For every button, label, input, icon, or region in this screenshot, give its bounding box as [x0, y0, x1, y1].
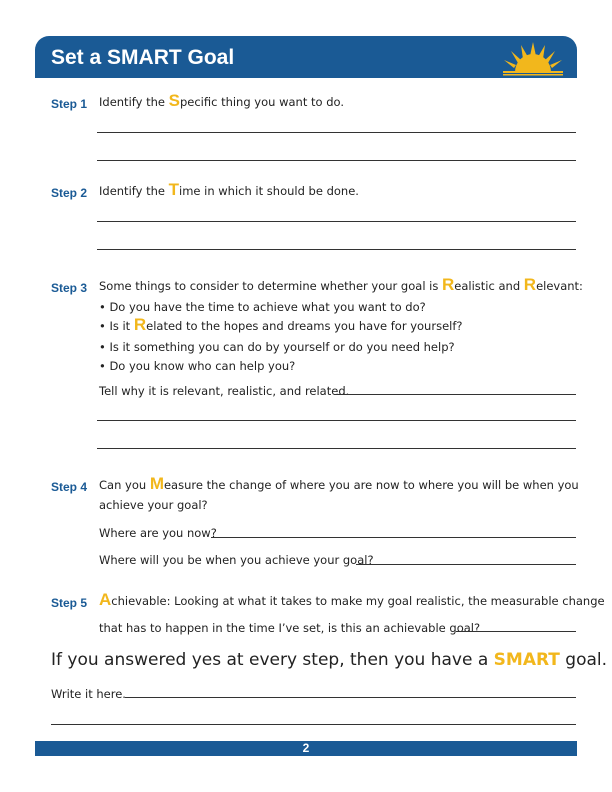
- page-footer: [35, 741, 577, 756]
- answer-line[interactable]: [125, 697, 576, 698]
- step-2-label: Step 2: [51, 186, 88, 200]
- step-3-bullet: • Is it something you can do by yourself or do you need help?: [99, 340, 455, 354]
- step-3-intro: Some things to consider to determine whether your goal is Realistic and Relevant:: [99, 275, 583, 294]
- step-5-label: Step 5: [51, 596, 88, 610]
- answer-line[interactable]: [51, 724, 576, 725]
- sun-logo-icon: [501, 40, 565, 76]
- step-2-text: Identify the Time in which it should be done.: [99, 180, 359, 199]
- page-header: [35, 36, 577, 78]
- step-5-text: Achievable: Looking at what it takes to make my goal realistic, the measurable change: [99, 590, 605, 609]
- page-number: 2: [302, 741, 310, 755]
- answer-line[interactable]: [97, 420, 576, 421]
- step-1-text: Identify the Specific thing you want to do.: [99, 91, 344, 110]
- page-title: Set a SMART Goal: [51, 46, 235, 69]
- answer-line[interactable]: [211, 537, 576, 538]
- step-4-text-line2: achieve your goal?: [99, 498, 208, 512]
- step-3-label: Step 3: [51, 281, 88, 295]
- answer-line[interactable]: [334, 394, 576, 395]
- answer-line[interactable]: [97, 132, 576, 133]
- step-3-bullet: • Do you have the time to achieve what you want to do?: [99, 300, 426, 314]
- step-3-prompt: Tell why it is relevant, realistic, and related.: [99, 384, 350, 398]
- answer-line[interactable]: [456, 631, 576, 632]
- answer-line[interactable]: [97, 249, 576, 250]
- step-3-bullet: • Is it Related to the hopes and dreams you have for yourself?: [99, 315, 463, 334]
- step-4-label: Step 4: [51, 480, 88, 494]
- step-3-bullet: • Do you know who can help you?: [99, 359, 296, 373]
- step-4-question-2: Where will you be when you achieve your goal?: [99, 553, 374, 567]
- answer-line[interactable]: [356, 564, 576, 565]
- answer-line[interactable]: [97, 160, 576, 161]
- step-5-text-line2: that has to happen in the time I’ve set, is this an achievable goal?: [99, 621, 481, 635]
- step-1-label: Step 1: [51, 97, 88, 111]
- answer-line[interactable]: [97, 221, 576, 222]
- write-prompt: Write it here.: [51, 687, 126, 701]
- answer-line[interactable]: [97, 448, 576, 449]
- summary-statement: If you answered yes at every step, then you have a SMART goal.: [51, 650, 608, 670]
- step-4-question-1: Where are you now?: [99, 526, 217, 540]
- step-4-text: Can you Measure the change of where you are now to where you will be when you: [99, 474, 579, 493]
